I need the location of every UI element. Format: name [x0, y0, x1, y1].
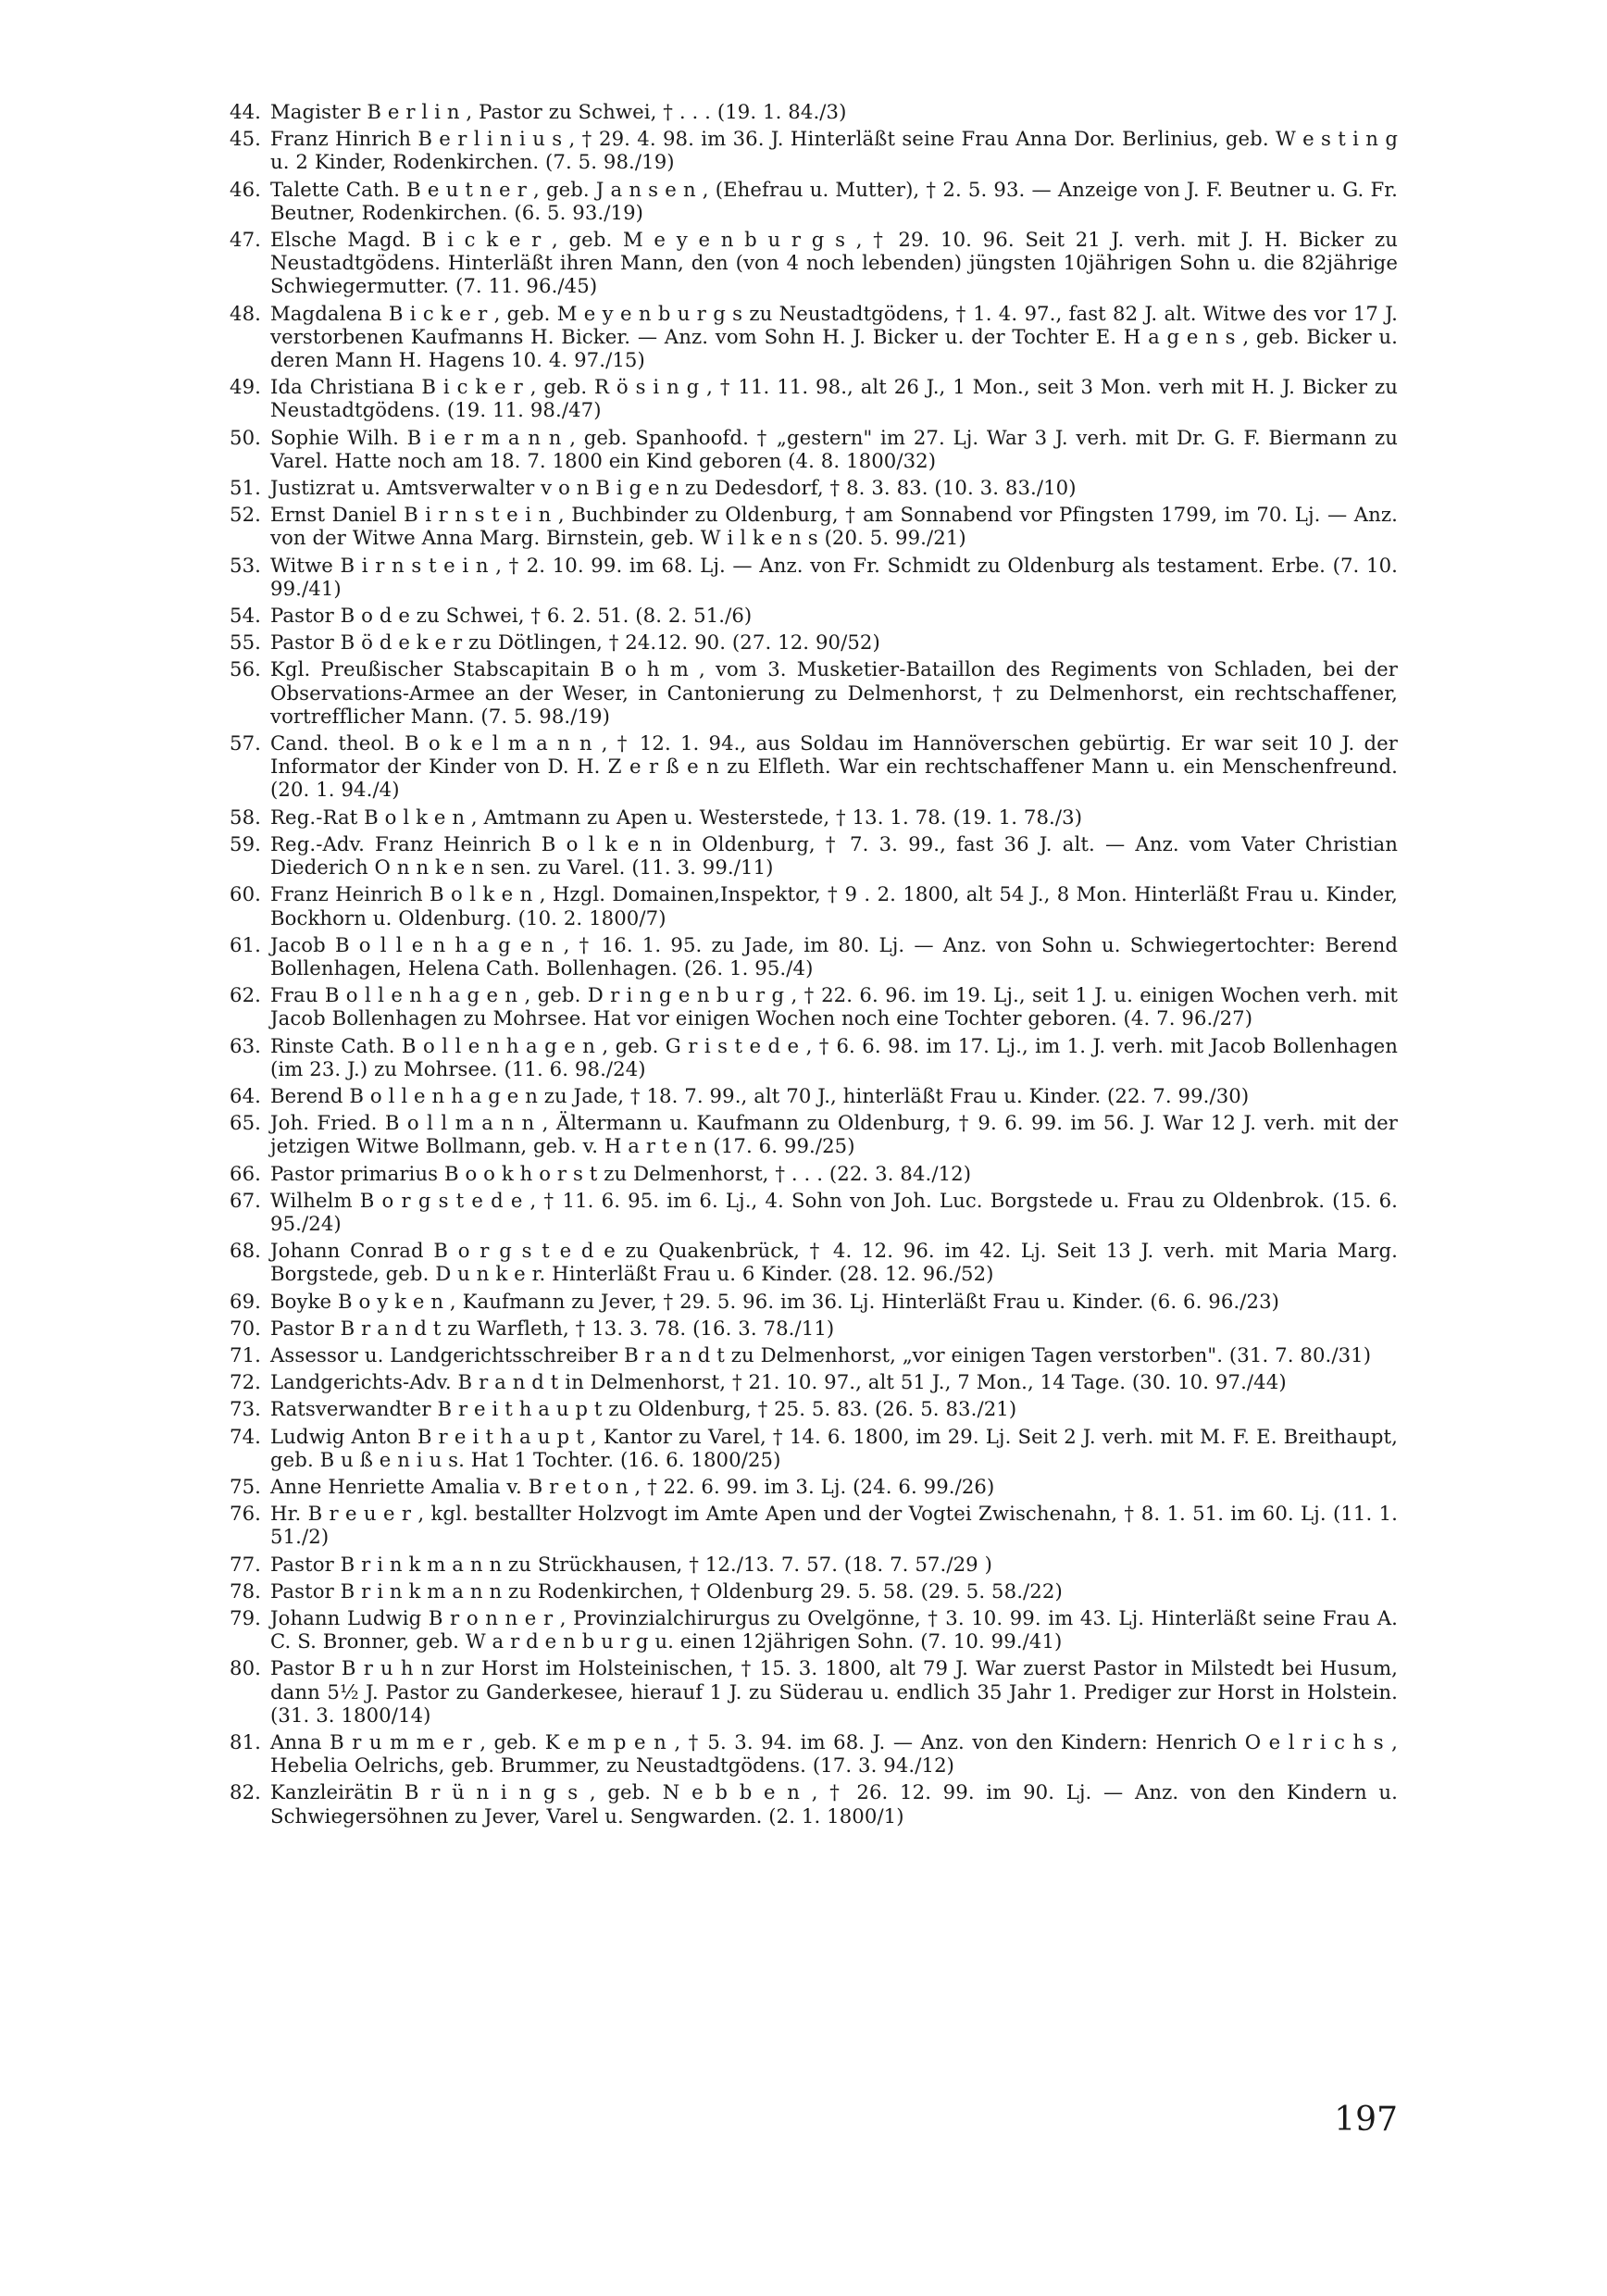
- entry: [230, 1189, 1398, 1235]
- entry-text: Elsche Magd. B i c k e r , geb. M e y e n b u r g s , † 29. 10. 96. Seit 21 J. verh. mit J. H. Bicker zu Neustadtgödens. Hinterläßt ihren Mann, den (von 4 noch lebenden) jüngsten 10jährigen Sohn u. die 82jährige Schwiegermutter. (7. 11. 96./45): [270, 228, 1398, 298]
- entry: [230, 1475, 1398, 1498]
- entry: [230, 375, 1398, 421]
- entry-number: 65.: [230, 1111, 261, 1135]
- page-number: 197: [1334, 2101, 1398, 2139]
- entry-number: 75.: [230, 1474, 261, 1498]
- entry: [230, 1606, 1398, 1653]
- entry-text: Kgl. Preußischer Stabscapitain B o h m , vom 3. Musketier-Bataillon des Regiments von Schladen, bei der Observations-Armee an der Weser, in Cantonierung zu Delmenhorst, † zu Delmenhorst, ein rechtschaffener, vortrefflicher Mann. (7. 5. 98./19): [270, 657, 1398, 728]
- entry-number: 81.: [230, 1730, 261, 1753]
- entry-number: 73.: [230, 1397, 261, 1421]
- entry-text: Witwe B i r n s t e i n , † 2. 10. 99. im 68. Lj. — Anz. von Fr. Schmidt zu Oldenburg als testament. Erbe. (7. 10. 99./41): [270, 553, 1398, 600]
- entry-number: 71.: [230, 1342, 261, 1366]
- entry: [230, 1111, 1398, 1157]
- entry: [230, 1780, 1398, 1827]
- entry: [230, 1239, 1398, 1285]
- entry: [230, 630, 1398, 654]
- entry: [230, 1084, 1398, 1107]
- entry: [230, 1553, 1398, 1576]
- entry-text: Johann Conrad B o r g s t e d e zu Quakenbrück, † 4. 12. 96. im 42. Lj. Seit 13 J. verh. mit Maria Marg. Borgstede, geb. D u n k e r. Hinterläßt Frau u. 6 Kinder. (28. 12. 96./52): [270, 1239, 1398, 1286]
- entry: [230, 1290, 1398, 1313]
- entry: [230, 1162, 1398, 1185]
- entry-text: Justizrat u. Amtsverwalter v o n B i g e n zu Dedesdorf, † 8. 3. 83. (10. 3. 83./10): [270, 476, 1077, 500]
- entry-number: 53.: [230, 553, 261, 577]
- entry-text: Pastor B r i n k m a n n zu Rodenkirchen, † Oldenburg 29. 5. 58. (29. 5. 58./22): [270, 1578, 1063, 1603]
- entry-text: Reg.-Adv. Franz Heinrich B o l k e n in Oldenburg, † 7. 3. 99., fast 36 J. alt. — Anz. vom Vater Christian Diederich O n n k e n sen. zu Varel. (11. 3. 99./11): [270, 831, 1398, 880]
- entry: [230, 1656, 1398, 1727]
- entry-text: Anne Henriette Amalia v. B r e t o n , † 22. 6. 99. im 3. Lj. (24. 6. 99./26): [270, 1474, 995, 1498]
- entry-text: Joh. Fried. B o l l m a n n , Ältermann u. Kaufmann zu Oldenburg, † 9. 6. 99. im 56. J. War 12 J. verh. mit der jetzigen Witwe Bollmann, geb. v. H a r t e n (17. 6. 99./25): [270, 1111, 1398, 1158]
- entry: [230, 554, 1398, 600]
- entry: [230, 1502, 1398, 1548]
- entry-number: 67.: [230, 1188, 261, 1212]
- entry-text: Frau B o l l e n h a g e n , geb. D r i n g e n b u r g , † 22. 6. 96. im 19. Lj., seit 1 J. u. einigen Wochen verh. mit Jacob Bollenhagen zu Mohrsee. Hat vor einigen Wochen noch eine Tochter geboren. (4. 7. 96./27): [270, 983, 1398, 1030]
- entry-number: 47.: [230, 228, 261, 252]
- entry: [230, 731, 1398, 802]
- entry-text: Magister B e r l i n , Pastor zu Schwei, † . . . (19. 1. 84./3): [270, 100, 847, 123]
- entry: [230, 1370, 1398, 1393]
- entry-number: 55.: [230, 630, 261, 655]
- entry-text: Pastor B r i n k m a n n zu Strückhausen, † 12./13. 7. 57. (18. 7. 57./29 ): [270, 1552, 992, 1576]
- obituary-list: [230, 100, 1398, 2183]
- entry-number: 48.: [230, 301, 261, 325]
- entry-text: Jacob B o l l e n h a g e n , † 16. 1. 95. zu Jade, im 80. Lj. — Anz. von Sohn u. Schwiegertochter: Berend Bollenhagen, Helena Cath. Bollenhagen. (26. 1. 95./4): [270, 932, 1398, 980]
- entry-number: 52.: [230, 503, 261, 527]
- entry-text: Assessor u. Landgerichtsschreiber B r a n d t zu Delmenhorst, „vor einigen Tagen verstorben". (31. 7. 80./31): [270, 1342, 1372, 1366]
- entry-number: 49.: [230, 375, 261, 399]
- entry-number: 74.: [230, 1424, 261, 1448]
- entry-number: 79.: [230, 1605, 261, 1629]
- entry-number: 45.: [230, 127, 261, 151]
- entry: [230, 178, 1398, 224]
- entry: [230, 933, 1398, 980]
- entry: [230, 1397, 1398, 1420]
- entry-number: 78.: [230, 1578, 261, 1603]
- entry: [230, 476, 1398, 499]
- entry: [230, 805, 1398, 829]
- entry-text: Kanzleirätin B r ü n i n g s , geb. N e b b e n , † 26. 12. 99. im 90. Lj. — Anz. von den Kindern u. Schwiegersöhnen zu Jever, Varel u. Sengwarden. (2. 1. 1800/1): [270, 1780, 1398, 1828]
- entry-text: Ludwig Anton B r e i t h a u p t , Kantor zu Varel, † 14. 6. 1800, im 29. Lj. Seit 2 J. verh. mit M. F. E. Breithaupt, geb. B u ß e n i u s. Hat 1 Tochter. (16. 6. 1800/25): [270, 1424, 1398, 1471]
- entry-text: Wilhelm B o r g s t e d e , † 11. 6. 95. im 6. Lj., 4. Sohn von Joh. Luc. Borgstede u. Frau zu Oldenbrok. (15. 6. 95./24): [270, 1188, 1398, 1235]
- entry: [230, 228, 1398, 298]
- entry-text: Landgerichts-Adv. B r a n d t in Delmenhorst, † 21. 10. 97., alt 51 J., 7 Mon., 14 Tage. (30. 10. 97./44): [270, 1370, 1287, 1394]
- entry: [230, 1579, 1398, 1603]
- entry-text: Cand. theol. B o k e l m a n n , † 12. 1. 94., aus Soldau im Hannöverschen gebürtig. Er war seit 10 J. der Informator der Kinder von D. H. Z e r ß e n zu Elfleth. War ein rechtschaffener Mann u. ein Menschenfreund. (20. 1. 94./4): [270, 731, 1398, 802]
- entry-number: 60.: [230, 882, 261, 906]
- entry-number: 58.: [230, 805, 261, 829]
- entry-text: Reg.-Rat B o l k e n , Amtmann zu Apen u. Westerstede, † 13. 1. 78. (19. 1. 78./3): [270, 805, 1083, 829]
- entry-number: 82.: [230, 1780, 261, 1804]
- entry: [230, 100, 1398, 123]
- entry: [230, 1034, 1398, 1080]
- entry-text: Rinste Cath. B o l l e n h a g e n , geb. G r i s t e d e , † 6. 6. 98. im 17. Lj., im 1. J. verh. mit Jacob Bollenhagen (im 23. J.) zu Mohrsee. (11. 6. 98./24): [270, 1033, 1398, 1080]
- entry: [230, 983, 1398, 1029]
- entry: [230, 127, 1398, 173]
- entry-text: Pastor B ö d e k e r zu Dötlingen, † 24.12. 90. (27. 12. 90/52): [270, 630, 880, 655]
- entry-number: 59.: [230, 831, 261, 855]
- entry-text: Pastor B r u h n zur Horst im Holsteinischen, † 15. 3. 1800, alt 79 J. War zuerst Pastor in Milstedt bei Husum, dann 5½ J. Pastor zu Ganderkesee, hierauf 1 J. zu Süderau u. endlich 35 Jahr 1. Prediger zur Horst in Holstein. (31. 3. 1800/14): [270, 1656, 1398, 1727]
- entry-text: Ratsverwandter B r e i t h a u p t zu Oldenburg, † 25. 5. 83. (26. 5. 83./21): [270, 1397, 1017, 1421]
- entry-number: 72.: [230, 1370, 261, 1394]
- entry-number: 63.: [230, 1033, 261, 1057]
- entry-text: Franz Hinrich B e r l i n i u s , † 29. 4. 98. im 36. J. Hinterläßt seine Frau Anna Dor. Berlinius, geb. W e s t i n g u. 2 Kinder, Rodenkirchen. (7. 5. 98./19): [270, 127, 1398, 174]
- entry-number: 44.: [230, 100, 261, 123]
- entry-text: Pastor B r a n d t zu Warfleth, † 13. 3. 78. (16. 3. 78./11): [270, 1316, 835, 1340]
- entry-number: 68.: [230, 1239, 261, 1263]
- entry: [230, 1425, 1398, 1471]
- entry-number: 50.: [230, 425, 261, 449]
- entry-number: 64.: [230, 1083, 261, 1107]
- entry-number: 62.: [230, 983, 261, 1007]
- entry: [230, 882, 1398, 929]
- entry-number: 57.: [230, 731, 261, 755]
- entry-number: 46.: [230, 177, 261, 201]
- entry-text: Berend B o l l e n h a g e n zu Jade, † 18. 7. 99., alt 70 J., hinterläßt Frau u. Kinder. (22. 7. 99./30): [270, 1083, 1250, 1107]
- entry-text: Boyke B o y k e n , Kaufmann zu Jever, † 29. 5. 96. im 36. Lj. Hinterläßt Frau u. Kinder. (6. 6. 96./23): [270, 1289, 1280, 1313]
- entry-text: Magdalena B i c k e r , geb. M e y e n b u r g s zu Neustadtgödens, † 1. 4. 97., fast 82 J. alt. Witwe des vor 17 J. verstorbenen Kaufmanns H. Bicker. — Anz. vom Sohn H. J. Bicker u. der Tochter E. H a g e n s , geb. Bicker u. deren Mann H. Hagens 10. 4. 97./15): [270, 301, 1398, 372]
- entry-text: Ida Christiana B i c k e r , geb. R ö s i n g , † 11. 11. 98., alt 26 J., 1 Mon., seit 3 Mon. verh mit H. J. Bicker zu Neustadtgödens. (19. 11. 98./47): [270, 375, 1398, 422]
- entry-number: 76.: [230, 1502, 261, 1526]
- entry: [230, 1316, 1398, 1340]
- entry-text: Pastor primarius B o o k h o r s t zu Delmenhorst, † . . . (22. 3. 84./12): [270, 1161, 972, 1185]
- entry-text: Hr. B r e u e r , kgl. bestallter Holzvogt im Amte Apen und der Vogtei Zwischenahn, † 8. 1. 51. im 60. Lj. (11. 1. 51./2): [270, 1502, 1398, 1549]
- entry-number: 56.: [230, 657, 261, 681]
- entry-text: Anna B r u m m e r , geb. K e m p e n , † 5. 3. 94. im 68. J. — Anz. von den Kindern: Henrich O e l r i c h s , Hebelia Oelrichs, geb. Brummer, zu Neustadtgödens. (17. 3. 94./12): [270, 1730, 1398, 1778]
- entry-number: 77.: [230, 1552, 261, 1576]
- entry-number: 51.: [230, 476, 261, 500]
- entry: [230, 503, 1398, 549]
- entry-text: Johann Ludwig B r o n n e r , Provinzialchirurgus zu Ovelgönne, † 3. 10. 99. im 43. Lj. Hinterläßt seine Frau A. C. S. Bronner, geb. W a r d e n b u r g u. einen 12jährigen Sohn. (7. 10. 99./41): [270, 1605, 1398, 1653]
- entry-number: 80.: [230, 1656, 261, 1680]
- entry-text: Ernst Daniel B i r n s t e i n , Buchbinder zu Oldenburg, † am Sonnabend vor Pfingsten 1799, im 70. Lj. — Anz. von der Witwe Anna Marg. Birnstein, geb. W i l k e n s (20. 5. 99./21): [270, 503, 1398, 550]
- entry-text: Franz Heinrich B o l k e n , Hzgl. Domainen,Inspektor, † 9 . 2. 1800, alt 54 J., 8 Mon. Hinterläßt Frau u. Kinder, Bockhorn u. Oldenburg. (10. 2. 1800/7): [270, 882, 1398, 930]
- entry: [230, 1730, 1398, 1777]
- entry: [230, 604, 1398, 627]
- entry: [230, 657, 1398, 728]
- entry-number: 54.: [230, 604, 261, 628]
- entry-text: Sophie Wilh. B i e r m a n n , geb. Spanhoofd. † „gestern" im 27. Lj. War 3 J. verh. mit Dr. G. F. Biermann zu Varel. Hatte noch am 18. 7. 1800 ein Kind geboren (4. 8. 1800/32): [270, 425, 1398, 472]
- entry-number: 69.: [230, 1289, 261, 1313]
- entry-number: 61.: [230, 932, 261, 956]
- entry-number: 70.: [230, 1316, 261, 1340]
- entry: [230, 426, 1398, 472]
- entry-text: Talette Cath. B e u t n e r , geb. J a n s e n , (Ehefrau u. Mutter), † 2. 5. 93. — Anzeige von J. F. Beutner u. G. Fr. Beutner, Rodenkirchen. (6. 5. 93./19): [270, 177, 1398, 224]
- entry-number: 66.: [230, 1161, 261, 1185]
- entry-text: Pastor B o d e zu Schwei, † 6. 2. 51. (8. 2. 51./6): [270, 604, 753, 628]
- entry: [230, 1343, 1398, 1366]
- entry: [230, 302, 1398, 372]
- entry: [230, 832, 1398, 879]
